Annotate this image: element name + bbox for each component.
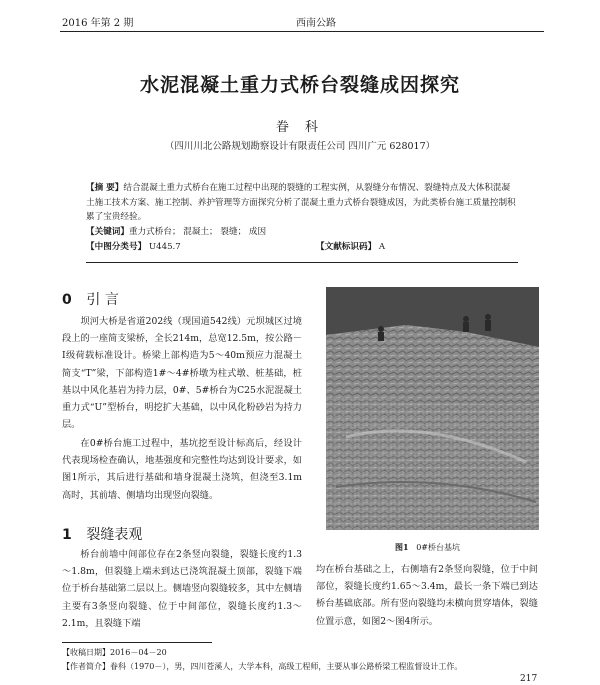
abstract bbox=[86, 181, 518, 225]
keywords bbox=[86, 225, 266, 237]
intro-paragraph-1: 坝河大桥是省道202线（现国道542线）元坝城区过境段上的一座简支梁桥，全长214m，总宽12.5m，按公路－Ⅰ级荷载标准设计。桥梁上部构造为5～40m预应力混凝土简支“T”梁，下部构造1#～4#桥墩为柱式墩、桩基础，桩基以中风化基岩为持力层，0#、5#桥台为C25水泥混凝土重力式“U”型桥台，明挖扩大基础，以中风化粉砂岩为持力层。 bbox=[62, 316, 302, 431]
author-bio bbox=[62, 661, 544, 672]
abstract-rule bbox=[86, 262, 518, 263]
section-0-heading bbox=[62, 289, 119, 309]
figure-1-caption bbox=[395, 542, 460, 553]
section-1-right-text: 均在桥台基础之上，右侧墙有2条竖向裂缝，位于中间部位，裂缝长度约1.65～3.4m，最长一条下端已到达桥台基础底部。所有竖向裂缝均未横向贯穿墙体，裂缝位置示意，如图2～图4所示。 bbox=[316, 564, 538, 627]
author-name: 眷 科 bbox=[275, 120, 325, 135]
section-1-number: 1 bbox=[62, 527, 72, 543]
issue-label: 2016 年第 2 期 bbox=[62, 18, 134, 29]
section-1-left-text: 桥台前墙中间部位存在2条竖向裂缝，裂缝长度约1.3～1.8m，但裂缝上端未到达已浇筑混凝土顶部，裂缝下端位于桥台基础第二层以上。侧墙竖向裂缝较多，其中左侧墙主要有3条竖向裂缝、位于中间部位，裂缝长度约1.3～2.1m，且裂缝下端 bbox=[62, 549, 302, 629]
section-0-title: 引 言 bbox=[86, 292, 119, 308]
header-rule bbox=[60, 31, 544, 32]
received-date bbox=[62, 647, 167, 658]
abstract-text: 结合混凝土重力式桥台在施工过程中出现的裂缝的工程实例，从裂缝分布情况、裂缝特点及大体积混凝土施工技术方案、施工控制、养护管理等方面探究分析了混凝土重力式桥台裂缝成因，为此类桥台施工质量控制积累了宝贵经验。 bbox=[86, 183, 516, 222]
received-value: 2016－04－20 bbox=[110, 648, 167, 657]
intro-paragraph-2: 在0#桥台施工过程中，基坑挖至设计标高后，经设计代表现场检查确认，地基强度和完整性均达到设计要求，如图1所示，其后进行基础和墙身混凝土浇筑，但浇至3.1m高时，其前墙、侧墙均出现竖向裂缝。 bbox=[62, 438, 302, 501]
doc-code-value: A bbox=[378, 242, 386, 252]
doc-code bbox=[316, 240, 385, 252]
clc-value: U445.7 bbox=[148, 242, 181, 252]
author-bio-text: 眷科（1970－），男，四川苍溪人，大学本科，高级工程师，主要从事公路桥梁工程监督设计工作。 bbox=[110, 662, 463, 671]
clc-number bbox=[86, 240, 181, 252]
abstract-label: 【摘 要】 bbox=[86, 183, 124, 193]
keywords-label: 【关键词】 bbox=[86, 227, 129, 237]
figure-1-label: 图1 bbox=[395, 542, 409, 552]
section-0-number: 0 bbox=[62, 292, 72, 308]
doc-code-label: 【文献标识码】 bbox=[316, 242, 377, 252]
page-number: 217 bbox=[520, 674, 538, 684]
section-1-heading bbox=[62, 524, 142, 544]
section-1-title: 裂缝表观 bbox=[86, 527, 143, 543]
paper-title: 水泥混凝土重力式桥台裂缝成因探究 bbox=[139, 74, 460, 96]
keywords-text: 重力式桥台； 混凝土； 裂缝； 成因 bbox=[128, 227, 267, 237]
received-label: 【收稿日期】 bbox=[62, 648, 110, 657]
author-bio-label: 【作者简介】 bbox=[62, 662, 110, 671]
figure-1-photo bbox=[326, 287, 539, 530]
excavation-photo-illustration bbox=[326, 287, 539, 530]
footnote-rule bbox=[62, 642, 212, 643]
journal-name: 西南公路 bbox=[296, 18, 336, 29]
clc-label: 【中图分类号】 bbox=[86, 242, 147, 252]
figure-1-text: 0#桥台基坑 bbox=[416, 543, 461, 552]
affiliation: （四川川北公路规划勘察设计有限责任公司 四川广元 628017） bbox=[164, 141, 436, 152]
